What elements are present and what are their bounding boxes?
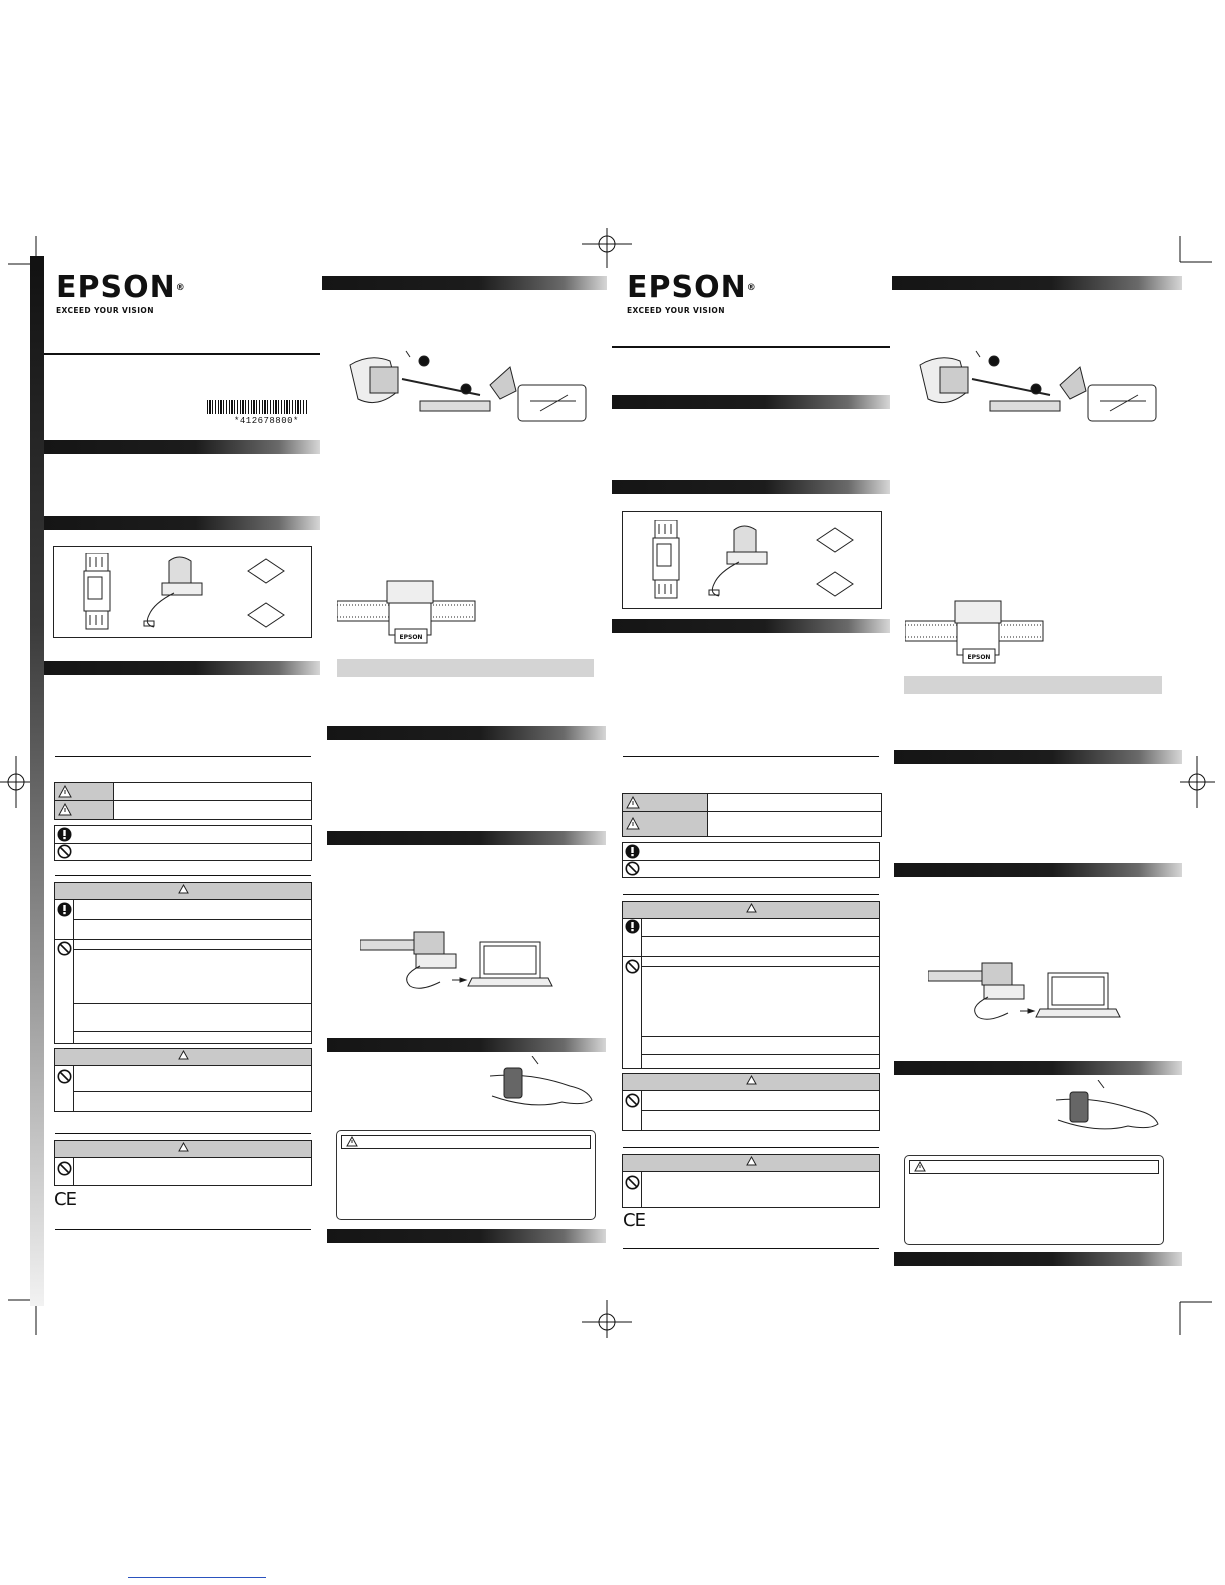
section-bar [894, 1061, 1182, 1075]
cradle-cable-illustration [699, 520, 779, 600]
section-bar [327, 726, 606, 740]
symbol-legend-table [54, 782, 312, 820]
divider [623, 1248, 879, 1249]
header-rule [612, 346, 890, 348]
sensor-attach-illustration [910, 345, 1160, 435]
warning-header [55, 883, 311, 900]
pc-connection-illustration [928, 957, 1128, 1027]
ce-mark-icon: CE [54, 1189, 76, 1210]
brand-tagline: EXCEED YOUR VISION [56, 306, 154, 315]
no-symbol-icon [57, 1069, 72, 1084]
epson-logo-left [56, 270, 186, 315]
symbol-legend-table [622, 842, 880, 878]
wrist-band-illustration [905, 597, 1045, 667]
no-symbol-icon [625, 1093, 640, 1108]
barcode-text: *412678800* [234, 416, 299, 426]
section-bar [327, 831, 606, 845]
caution-table [54, 1140, 312, 1186]
warning-triangle-icon [58, 785, 72, 798]
brand-name: EPSON [56, 270, 176, 305]
divider [623, 894, 879, 895]
section-bar [612, 395, 890, 409]
watch-illustration [647, 520, 687, 600]
package-contents-box [622, 511, 882, 609]
footer-link-underline [128, 1577, 266, 1578]
registered-mark: ® [175, 283, 186, 293]
section-bar [322, 276, 607, 290]
left-margin-gradient [30, 256, 44, 1306]
section-bar [612, 480, 890, 494]
section-bar [327, 1038, 606, 1052]
section-bar [44, 440, 320, 454]
wrist-wearing-illustration [1056, 1080, 1166, 1150]
section-bar [327, 1229, 606, 1243]
no-symbol-icon [57, 844, 72, 859]
divider [55, 756, 311, 757]
warning-table [622, 901, 880, 1069]
exclamation-circle-icon [625, 844, 640, 859]
section-bar [894, 863, 1182, 877]
epson-logo-right [627, 270, 757, 315]
pc-connection-illustration [360, 926, 560, 996]
no-symbol-icon [57, 1161, 72, 1176]
no-symbol-icon [625, 861, 640, 876]
sensor-attach-illustration [340, 345, 590, 435]
note-bar [337, 659, 594, 677]
warning-triangle-icon [626, 817, 640, 830]
brand-tagline: EXCEED YOUR VISION [627, 306, 725, 315]
brand-name-small: EPSON [967, 654, 991, 661]
warning-triangle-icon [58, 803, 72, 816]
barcode [207, 400, 307, 414]
caution-table [622, 1154, 880, 1208]
package-contents-box [53, 546, 312, 638]
note-bar [904, 676, 1162, 694]
caution-table [54, 1048, 312, 1112]
wrist-wearing-illustration [490, 1056, 600, 1126]
no-symbol-icon [625, 959, 640, 974]
divider [623, 756, 879, 757]
caution-note-header [909, 1160, 1159, 1174]
divider [55, 1229, 311, 1230]
warning-table [54, 882, 312, 1044]
no-symbol-icon [625, 1175, 640, 1190]
documents-illustration [234, 551, 294, 631]
watch-illustration [78, 553, 118, 631]
warning-triangle-icon [626, 796, 640, 809]
brand-name: EPSON [627, 270, 747, 305]
divider [623, 1147, 879, 1148]
exclamation-circle-icon [57, 827, 72, 842]
exclamation-circle-icon [57, 902, 72, 917]
registered-mark: ® [746, 283, 757, 293]
symbol-legend-table [54, 825, 312, 861]
section-bar [894, 750, 1182, 764]
wrist-band-illustration [337, 577, 477, 647]
no-symbol-icon [57, 941, 72, 956]
divider [55, 875, 311, 876]
section-bar [894, 1252, 1182, 1266]
section-bar [44, 516, 320, 530]
header-rule [44, 353, 320, 355]
section-bar [44, 661, 320, 675]
section-bar [612, 619, 890, 633]
divider [55, 1133, 311, 1134]
caution-note-box [336, 1130, 596, 1220]
section-bar [892, 276, 1182, 290]
caution-note-header [341, 1135, 591, 1149]
symbol-legend-table [622, 793, 882, 837]
documents-illustration [803, 516, 863, 600]
cradle-cable-illustration [134, 551, 214, 631]
caution-table [622, 1073, 880, 1131]
brand-name-small: EPSON [399, 634, 423, 641]
caution-note-box [904, 1155, 1164, 1245]
exclamation-circle-icon [625, 919, 640, 934]
ce-mark-icon: CE [623, 1210, 645, 1231]
